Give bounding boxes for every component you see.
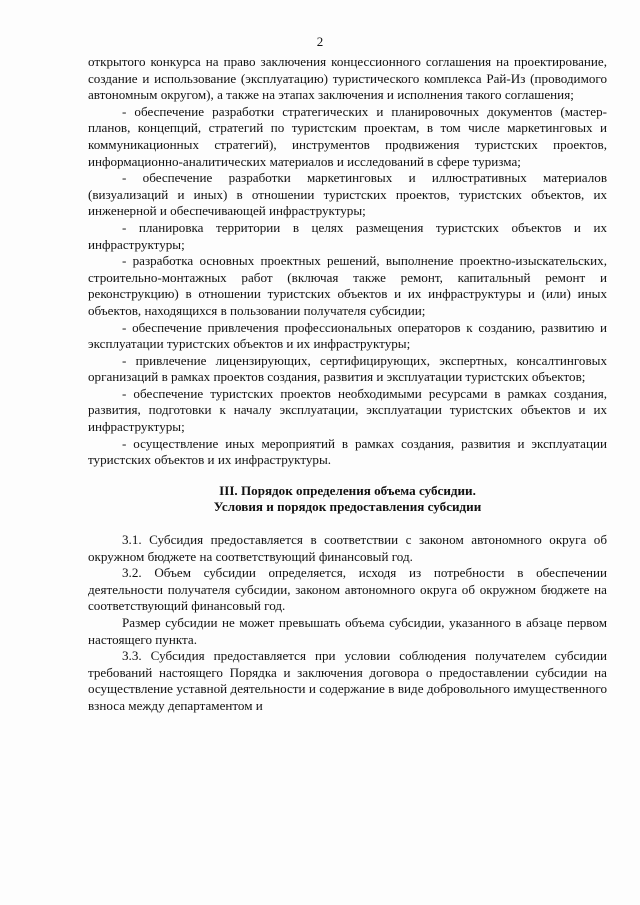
section-heading [88, 483, 607, 516]
document-body [88, 54, 607, 715]
clause-3-1: 3.1. Субсидия предоставляется в соответствии с законом автономного округа об окружном бюджете на соответствующий финансовый год. [88, 532, 607, 564]
list-item-operators: - обеспечение привлечения профессиональных операторов к созданию, развитию и эксплуатации туристских объектов и их инфраструктуры; [88, 319, 607, 352]
paragraph-continuation: открытого конкурса на право заключения концессионного соглашения на проектирование, создание и использование (эксплуатацию) туристического комплекса Рай-Из (проводимого автономным округом), а также на этапах заключения и исполнения такого соглашения; [88, 54, 607, 103]
list-item-resources: - обеспечение туристских проектов необходимыми ресурсами в рамках создания, развития, подготовки к началу эксплуатации, эксплуатации туристских объектов и их инфраструктуры; [88, 385, 607, 435]
list-item-project-design: - разработка основных проектных решений, выполнение проектно-изыскательских, строительно-монтажных работ (включая также ремонт, капитальный ремонт и реконструкцию) в отношении туристских объектов и их инфраструктуры и (или) иных объектов, находящихся в пользовании получателя субсидии; [88, 253, 607, 318]
section-heading-line-2: Условия и порядок предоставления субсидии [213, 499, 482, 515]
page-number: 2 [316, 34, 324, 49]
section-heading-line-1: III. Порядок определения объема субсидии. [219, 482, 476, 498]
clause-3-3: 3.3. Субсидия предоставляется при условии соблюдения получателем субсидии требований настоящего Порядка и заключения договора о предоставлении субсидии на осуществление уставной деятельности и содержание в виде добровольного имущественного взноса между департаментом и [88, 648, 607, 713]
list-item-marketing-materials: - обеспечение разработки маркетинговых и иллюстративных материалов (визуализаций и иных) в отношении туристских проектов, туристских объектов, их инженерной и обеспечивающей инфраструктуры; [88, 170, 607, 219]
clause-3-2-limit: Размер субсидии не может превышать объема субсидии, указанного в абзаце первом настоящего пункта. [88, 615, 607, 647]
list-item-other-measures: - осуществление иных мероприятий в рамках создания, развития и эксплуатации туристских объектов и их инфраструктуры. [88, 435, 607, 468]
clause-3-2: 3.2. Объем субсидии определяется, исходя из потребности в обеспечении деятельности получателя субсидии, законом автономного округа об окружном бюджете на соответствующий финансовый год. [88, 565, 607, 614]
list-item-territory-planning: - планировка территории в целях размещения туристских объектов и их инфраструктуры; [88, 219, 607, 252]
list-item-strategic-documents: - обеспечение разработки стратегических и планировочных документов (мастер-планов, концепций, стратегий по туристским проектам, в том числе маркетинговых и коммуникационных стратегий), инструментов продвижения туристских проектов, информационно-аналитических материалов и исследований в сфере туризма; [88, 103, 607, 169]
list-item-consulting: - привлечение лицензирующих, сертифицирующих, экспертных, консалтинговых организаций в рамках проектов создания, развития и эксплуатации туристских объектов; [88, 352, 607, 385]
